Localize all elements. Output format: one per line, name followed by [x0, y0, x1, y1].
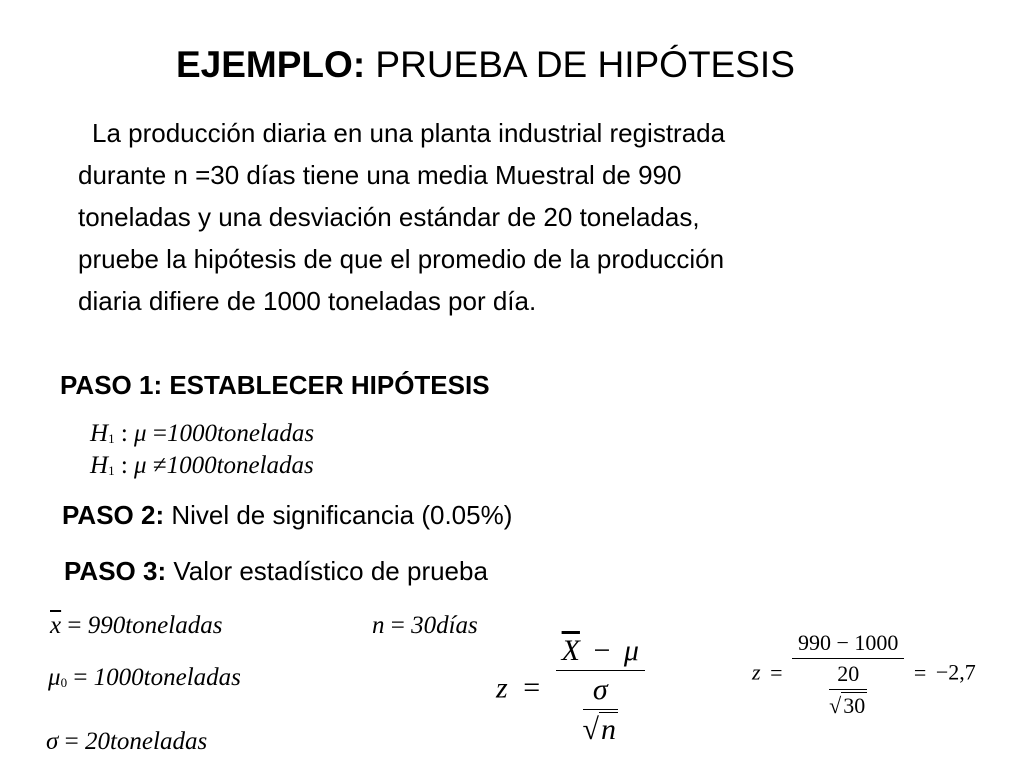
calc-inner-denominator	[829, 692, 867, 719]
formula-denominator	[556, 673, 645, 747]
formula-n: n	[601, 713, 616, 746]
formula-fraction	[556, 634, 645, 747]
hypothesis-value: 1000toneladas	[166, 452, 314, 479]
hypothesis-null	[90, 420, 314, 448]
hypothesis-sub: 1	[108, 463, 115, 478]
paragraph-line: toneladas y una desviación estándar de 20 toneladas,	[78, 202, 700, 232]
formula-z: z	[496, 671, 508, 705]
calc-fraction	[792, 630, 904, 719]
sigma-eq: =	[64, 728, 79, 755]
mu0-value: 1000toneladas	[93, 664, 241, 691]
step2	[62, 500, 512, 531]
z-formula	[496, 634, 645, 747]
calc-den-root: 30	[843, 693, 866, 718]
step2-label: PASO 2:	[62, 500, 165, 530]
paragraph-line: durante n =30 días tiene una media Muestral de 990	[78, 160, 682, 190]
n-eq: =	[390, 612, 405, 639]
step2-text: Nivel de significancia (0.05%)	[164, 500, 513, 530]
calc-eq: =	[770, 659, 783, 685]
calc-den-top: 20	[837, 661, 860, 686]
xbar-eq: =	[67, 612, 82, 639]
formula-eq: =	[523, 671, 541, 705]
hypothesis-sub: 1	[108, 431, 115, 446]
inner-fraction-bar	[583, 709, 618, 710]
fraction-bar	[556, 670, 645, 671]
given-xbar	[50, 612, 222, 640]
given-n	[372, 612, 478, 640]
hypothesis-colon: :	[120, 452, 128, 479]
calc-denominator	[792, 661, 904, 719]
hypothesis-h: H	[90, 420, 109, 447]
sqrt-n	[583, 712, 618, 747]
title-rest: PRUEBA DE HIPÓTESIS	[365, 44, 795, 85]
formula-minus: −	[593, 634, 611, 667]
hypothesis-op: =	[152, 420, 167, 447]
step1-heading: PASO 1: ESTABLECER HIPÓTESIS	[60, 370, 490, 400]
n-value: 30días	[411, 612, 478, 639]
hypothesis-alt	[90, 452, 314, 480]
mu0-var: μ	[48, 664, 61, 691]
paragraph-line: diaria difiere de 1000 toneladas por día.	[78, 286, 537, 316]
hypothesis-value: 1000toneladas	[166, 420, 315, 447]
inner-denominator	[583, 712, 618, 747]
n-var: n	[372, 612, 385, 639]
xbar-value: 990toneladas	[87, 612, 223, 639]
given-sigma	[46, 728, 207, 756]
title-bold: EJEMPLO:	[176, 44, 366, 85]
hypothesis-colon: :	[120, 420, 128, 447]
calc-fraction-bar	[792, 658, 904, 659]
formula-xbar: $\overline{X}$	[561, 634, 580, 667]
page-title	[176, 44, 795, 86]
step3-label: PASO 3:	[64, 556, 167, 586]
hypothesis-mu: μ	[134, 420, 147, 447]
calc-eq2: =	[913, 659, 927, 685]
hypothesis-mu: μ	[134, 452, 147, 479]
calc-numerator: 990 − 1000	[797, 630, 899, 655]
paragraph-line: pruebe la hipótesis de que el promedio de la producción	[78, 244, 725, 274]
step3-text: Valor estadístico de prueba	[166, 556, 488, 586]
calc-z: z	[752, 659, 761, 685]
formula-mu: μ	[623, 634, 639, 667]
xbar-var: $\overline{x}$	[50, 612, 62, 639]
sigma-value: 20toneladas	[84, 728, 208, 755]
formula-sigma: σ	[592, 673, 608, 706]
calc-sqrt	[829, 692, 867, 719]
calc-root-symbol: √	[829, 693, 842, 718]
given-mu0	[48, 664, 241, 692]
calc-inner-bar	[829, 689, 867, 690]
hypothesis-op: ≠	[152, 452, 167, 479]
calc-result: −2,7	[935, 659, 976, 685]
hypothesis-h: H	[90, 452, 109, 479]
mu0-eq: =	[73, 664, 88, 691]
sigma-var: σ	[46, 728, 59, 755]
problem-statement	[78, 112, 958, 322]
mu0-sub: 0	[60, 675, 68, 690]
step3	[64, 556, 488, 587]
root-symbol: √	[582, 713, 599, 746]
formula-numerator	[556, 634, 645, 668]
paragraph-line: La producción diaria en una planta industrial registrada	[92, 118, 726, 148]
inner-fraction	[583, 673, 618, 747]
calc-inner-fraction	[829, 661, 867, 719]
z-calculation	[752, 630, 976, 719]
